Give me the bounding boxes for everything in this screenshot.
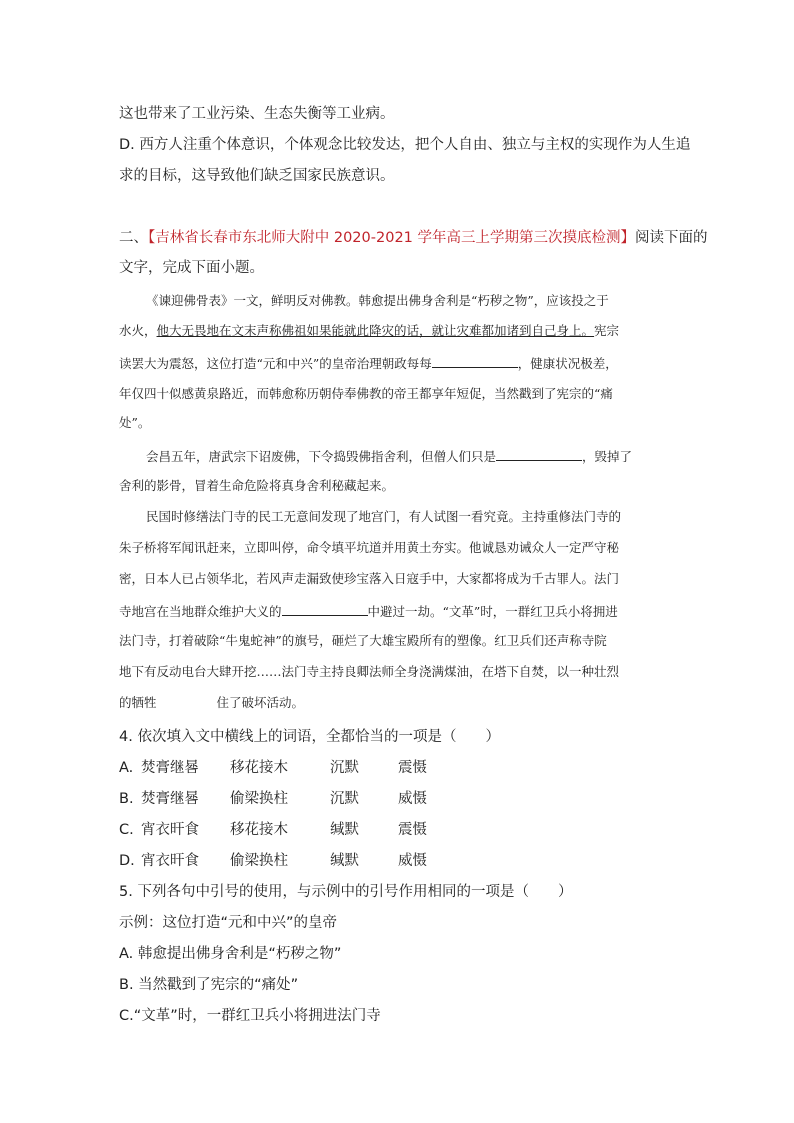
passage-text: ，毁掉了 — [582, 449, 633, 464]
passage-p3-line5: 法门寺，打着破除“牛鬼蛇神”的旗号，砸烂了大雄宝殿所有的塑像。红卫兵们还声称寺院 — [119, 633, 607, 648]
passage-p1-line2 — [119, 322, 619, 340]
fill-blank-2 — [496, 446, 582, 461]
option-word-2: 偷梁换柱 — [230, 791, 288, 807]
passage-p2-line2: 舍利的影骨，冒着生命危险将真身舍利秘藏起来。 — [119, 478, 395, 493]
option-word-3: 沉默 — [330, 760, 359, 776]
passage-text: 读罢大为震怒，这位打造“元和中兴”的皇帝治理朝政每每 — [119, 356, 432, 371]
passage-p3-line1: 民国时修缮法门寺的民工无意间发现了地宫门，有人试图一看究竟。主持重修法门寺的 — [146, 509, 622, 524]
passage-text: 的牺牲 — [119, 695, 157, 710]
passage-text: 寺地宫在当地群众维护大义的 — [119, 604, 282, 619]
passage-p1-line3 — [119, 353, 618, 373]
q5-option-b[interactable]: B. 当然戳到了宪宗的“痛处” — [119, 977, 299, 993]
option-word-3: 缄默 — [330, 822, 359, 838]
option-word-4: 威慑 — [398, 791, 427, 807]
option-label: B. — [119, 791, 134, 807]
passage-p3-line3: 密，日本人已占领华北，若风声走漏致使珍宝落入日寇手中，大家都将成为千古罪人。法门 — [119, 571, 620, 586]
underlined-sentence: 他大无畏地在文末声称佛祖如果能就此降灾的话，就让灾难都加诸到自己身上。 — [156, 323, 595, 338]
option-word-2: 移花接木 — [230, 822, 288, 838]
option-word-2: 偷梁换柱 — [230, 853, 288, 869]
passage-text: 住了破坏活动。 — [216, 695, 305, 710]
option-word-2: 移花接木 — [230, 760, 288, 776]
prev-option-d-line2: 求的目标，这导致他们缺乏国家民族意识。 — [119, 168, 395, 184]
passage-p1-line4: 年仅四十似感黄泉路近，而韩愈称历朝侍奉佛教的帝王都享年短促，当然戳到了宪宗的“痛 — [119, 386, 613, 401]
option-word-3: 缄默 — [330, 853, 359, 869]
option-word-1: 宵衣旰食 — [141, 853, 199, 869]
section-instruction: 阅读下面的 — [635, 230, 708, 246]
passage-p1-line5: 处”。 — [119, 415, 151, 430]
option-word-4: 震慑 — [398, 760, 427, 776]
prev-option-d-line1: D. 西方人注重个体意识，个体观念比较发达，把个人自由、独立与主权的实现作为人生追 — [119, 137, 691, 153]
passage-p3-line2: 朱子桥将军闻讯赶来，立即叫停，命令填平坑道并用黄土夯实。他诚恳劝诫众人一定严守秘 — [119, 540, 620, 555]
option-word-1: 宵衣旰食 — [141, 822, 199, 838]
fill-blank-1 — [432, 353, 518, 368]
option-word-1: 焚膏继晷 — [141, 791, 199, 807]
passage-p3-line4 — [119, 601, 618, 621]
fill-blank-3 — [282, 601, 368, 616]
option-label: C. — [119, 822, 134, 838]
option-word-4: 震慑 — [398, 822, 427, 838]
q5-option-c[interactable]: C.“文革”时，一群红卫兵小将拥进法门寺 — [119, 1008, 381, 1024]
passage-text: 宪宗 — [594, 323, 620, 338]
section-heading — [119, 228, 708, 248]
question-5-stem: 5. 下列各句中引号的使用，与示例中的引号作用相同的一项是（ ） — [119, 884, 573, 900]
question-5-example: 示例：这位打造“元和中兴”的皇帝 — [119, 915, 338, 931]
passage-p3-line6: 地下有反动电台大肆开挖……法门寺主持良卿法师全身浇满煤油，在塔下自焚，以一种壮烈 — [119, 664, 620, 679]
passage-p3-line7 — [119, 694, 304, 712]
prev-text-line: 这也带来了工业污染、生态失衡等工业病。 — [119, 106, 395, 122]
option-word-3: 沉默 — [330, 791, 359, 807]
option-label: A. — [119, 760, 134, 776]
passage-text: 中避过一劫。“文革”时，一群红卫兵小将拥进 — [367, 604, 618, 619]
passage-text: ，健康状况极差， — [517, 356, 618, 371]
question-4-stem: 4. 依次填入文中横线上的词语，全都恰当的一项是（ ） — [119, 729, 500, 745]
section-number: 二、 — [119, 230, 148, 246]
passage-text: 会昌五年，唐武宗下诏废佛，下令捣毁佛指舍利，但僧人们只是 — [146, 449, 497, 464]
section-instruction-line2: 文字，完成下面小题。 — [119, 260, 264, 276]
passage-p1-line1: 《谏迎佛骨表》一文，鲜明反对佛教。韩愈提出佛身舍利是“朽秽之物”，应该投之于 — [146, 293, 609, 308]
q5-option-a[interactable]: A. 韩愈提出佛身舍利是“朽秽之物” — [119, 946, 342, 962]
passage-text: 水火， — [119, 323, 157, 338]
option-word-1: 焚膏继晷 — [141, 760, 199, 776]
section-source: 【吉林省长春市东北师大附中 2020-2021 学年高三上学期第三次摸底检测】 — [148, 230, 636, 246]
option-label: D. — [119, 853, 135, 869]
passage-p2-line1 — [146, 446, 632, 466]
option-word-4: 威慑 — [398, 853, 427, 869]
